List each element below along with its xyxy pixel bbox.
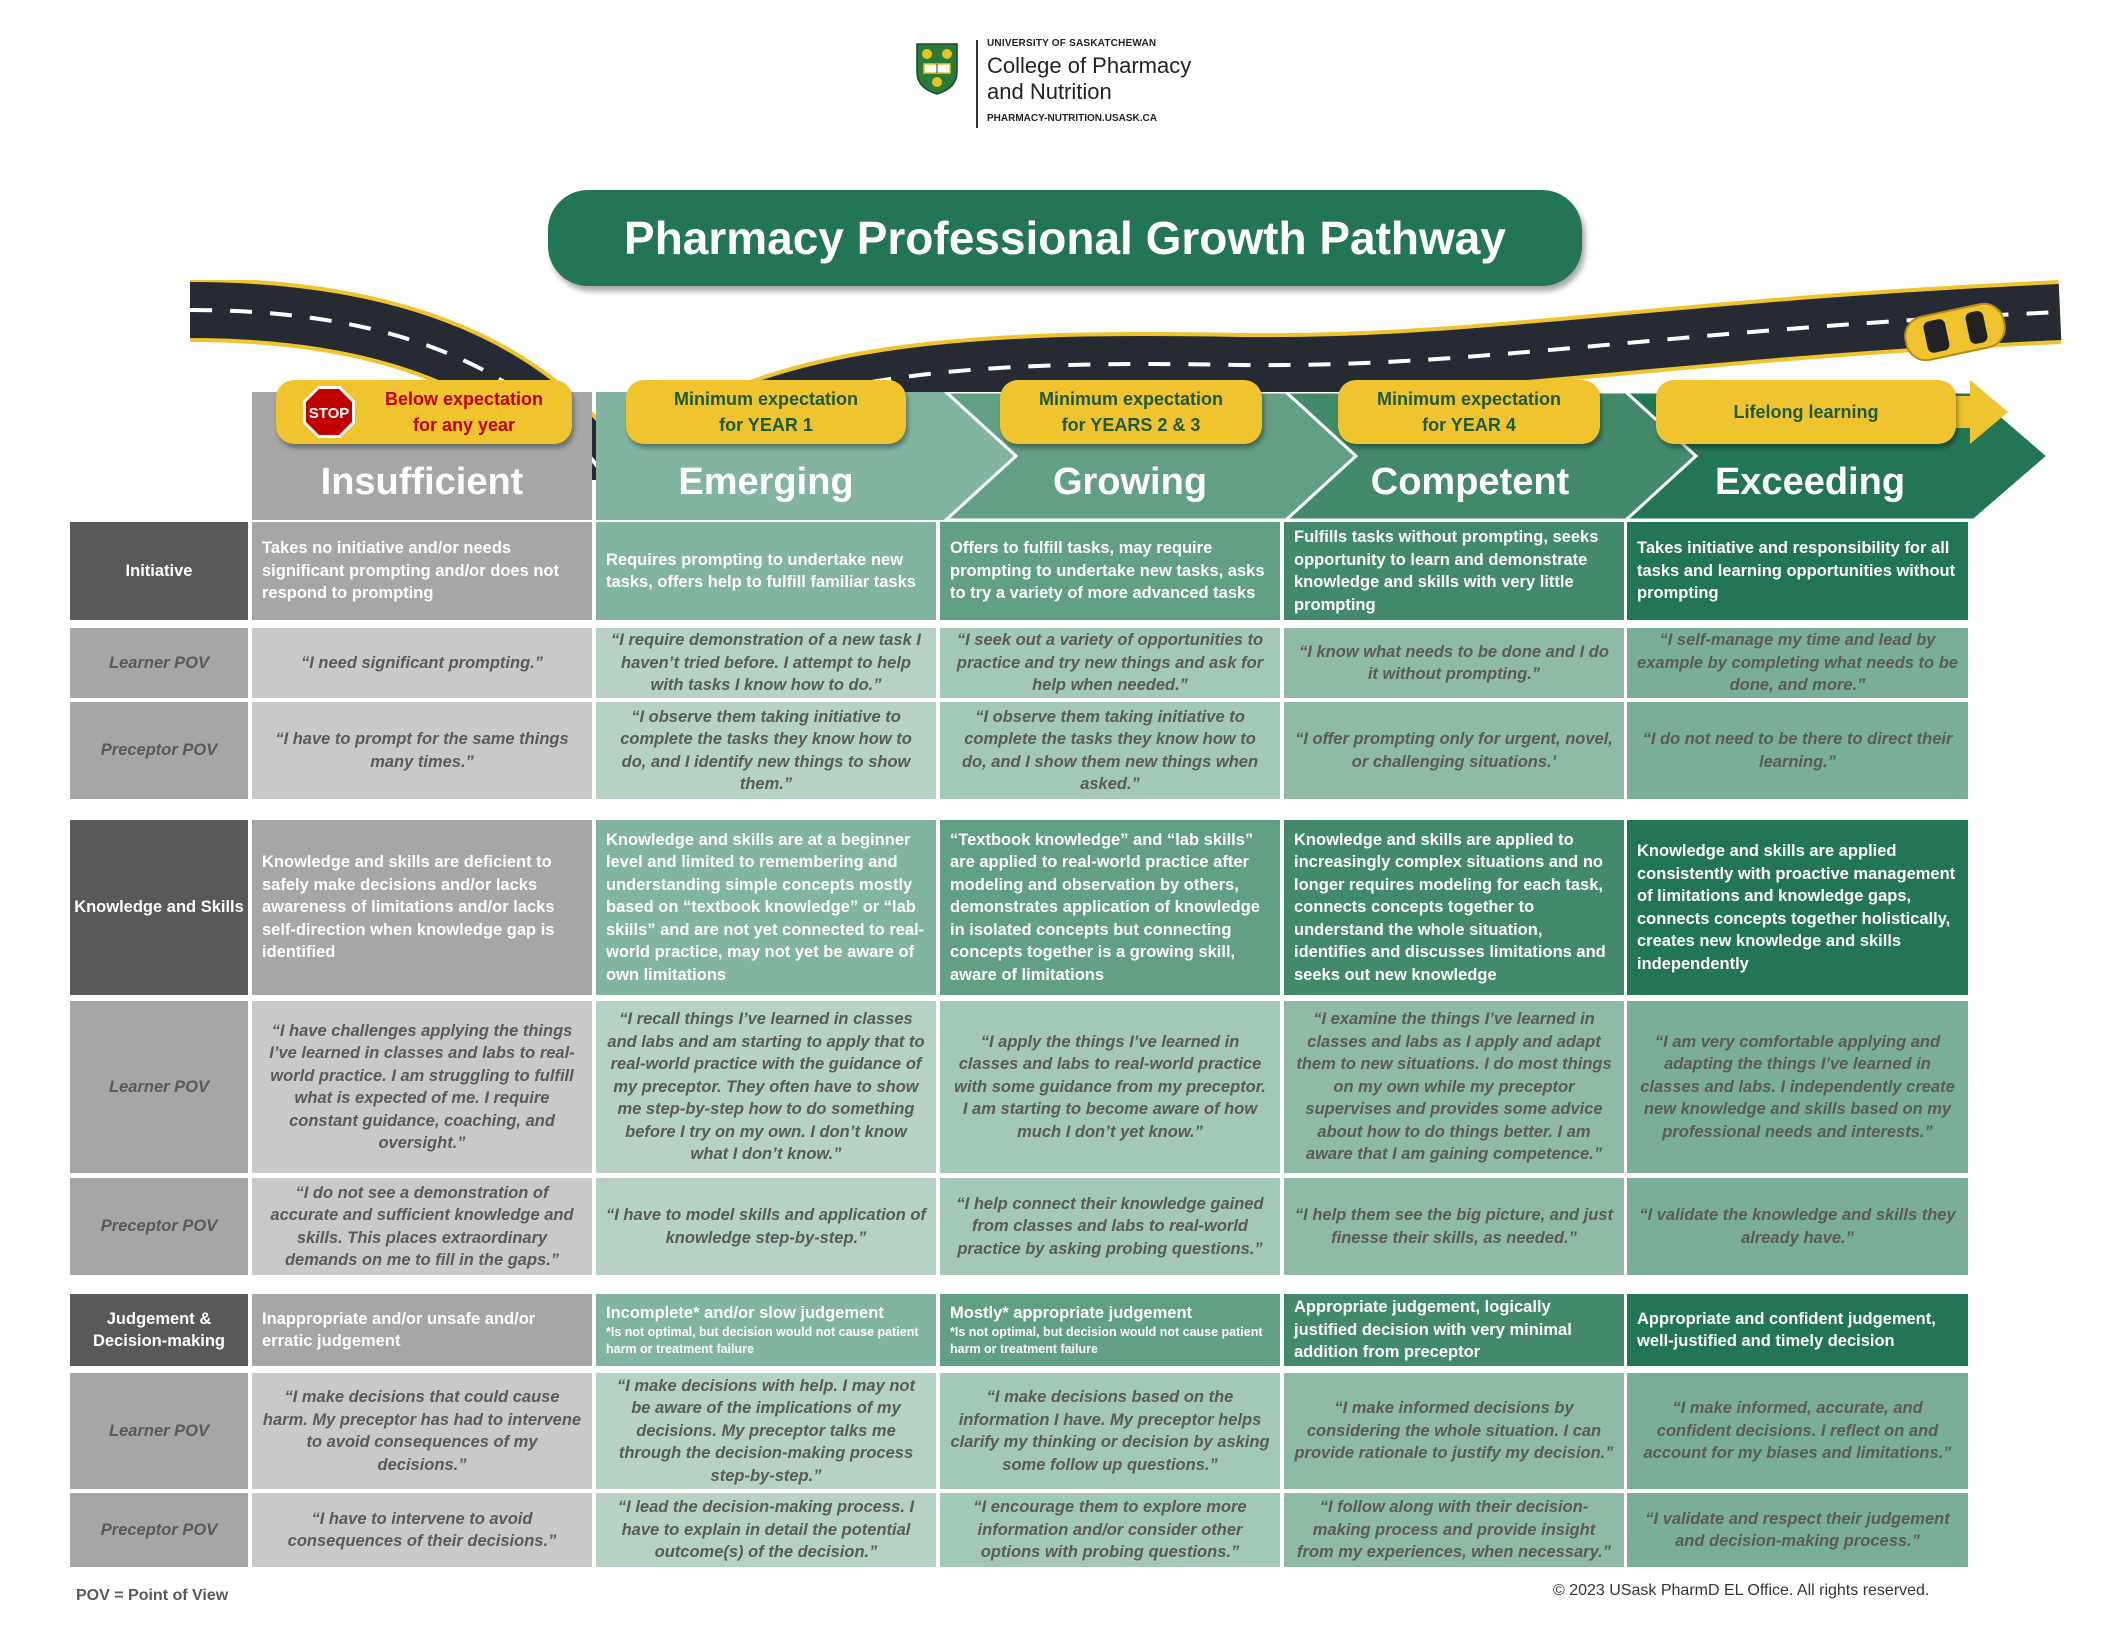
footnote: *Is not optimal, but decision would not cause patient harm or treatment failure [606, 1325, 919, 1357]
knowledge-skills-learner-emerging: “I recall things I’ve learned in classes and labs and am starting to apply that to real-world practice with the guidance of my preceptor. They often have to show me step-by-step how to do something before I try on my own. I don’t know what I don’t know.” [596, 1001, 936, 1173]
initiative-learner-emerging: “I require demonstration of a new task I haven’t tried before. I attempt to help with tasks I know how to do.” [596, 628, 936, 698]
knowledge-skills-learner-insufficient: “I have challenges applying the things I’ve learned in classes and labs to real-world practice. I am struggling to fulfill what is expected of me. I require constant guidance, coaching, and oversight.” [252, 1001, 592, 1173]
knowledge-skills-learner-exceeding: “I am very comfortable applying and adapting the things I’ve learned in classes and labs. I independently create new knowledge and skills based on my professional needs and interests.” [1627, 1001, 1968, 1173]
level-name: Insufficient [320, 461, 524, 503]
badge-insufficient: STOP Below expectation for any year [276, 380, 572, 444]
page-title: Pharmacy Professional Growth Pathway [624, 212, 1506, 264]
judgement-decision-preceptor-exceeding: “I validate and respect their judgement and decision-making process.” [1627, 1493, 1968, 1567]
judgement-decision-preceptor-insufficient: “I have to intervene to avoid consequences of their decisions.” [252, 1493, 592, 1567]
level-name: Emerging [678, 461, 854, 503]
knowledge-skills-desc-emerging: Knowledge and skills are at a beginner level and limited to remembering and understanding simple concepts mostly based on “textbook knowledge” or “lab skills” and are not yet connected to real-world practice, may not yet be aware of own limitations [596, 820, 936, 995]
knowledge-skills-preceptor-growing: “I help connect their knowledge gained from classes and labs to real-world practice by asking probing questions.” [940, 1178, 1280, 1275]
initiative-desc-exceeding: Takes initiative and responsibility for all tasks and learning opportunities without prompting [1627, 522, 1968, 620]
section-label-judgement-decision: Judgement & Decision-making [70, 1294, 248, 1366]
judgement-decision-desc-insufficient: Inappropriate and/or unsafe and/or erratic judgement [252, 1294, 592, 1366]
copyright: © 2023 USask PharmD EL Office. All rights reserved. [1553, 1582, 1930, 1599]
judgement-decision-desc-competent: Appropriate judgement, logically justified decision with very minimal addition from preceptor [1284, 1294, 1624, 1366]
section-label-knowledge-skills: Knowledge and Skills [70, 820, 248, 995]
knowledge-skills-desc-insufficient: Knowledge and skills are deficient to safely make decisions and/or lacks awareness of limitations and/or lacks self-direction when knowledge gap is identified [252, 820, 592, 995]
knowledge-skills-desc-exceeding: Knowledge and skills are applied consistently with proactive management of limitations and knowledge gaps, connects concepts together holistically, creates new knowledge and skills independently [1627, 820, 1968, 995]
initiative-desc-insufficient: Takes no initiative and/or needs significant prompting and/or does not respond to prompting [252, 522, 592, 620]
initiative-preceptor-competent: “I offer prompting only for urgent, novel, or challenging situations.’ [1284, 702, 1624, 799]
judgement-decision-preceptor-growing: “I encourage them to explore more information and/or consider other options with probing questions.” [940, 1493, 1280, 1567]
learner-pov-label: Learner POV [70, 628, 248, 698]
initiative-preceptor-growing: “I observe them taking initiative to complete the tasks they know how to do, and I show them new things when asked.” [940, 702, 1280, 799]
judgement-decision-learner-competent: “I make informed decisions by considering the whole situation. I can provide rationale to justify my decision.” [1284, 1373, 1624, 1489]
page-title-banner [548, 190, 1582, 286]
svg-text:STOP: STOP [308, 405, 350, 422]
section-label-initiative: Initiative [70, 522, 248, 620]
knowledge-skills-preceptor-competent: “I help them see the big picture, and just finesse their skills, as needed.” [1284, 1178, 1624, 1275]
badge-growing: Minimum expectation for YEARS 2 & 3 [1000, 380, 1262, 444]
knowledge-skills-desc-competent: Knowledge and skills are applied to increasingly complex situations and no longer requires modeling for each task, connects concepts together to understand the whole situation, identifies and discusses limitations and seeks out new knowledge [1284, 820, 1624, 995]
preceptor-pov-label: Preceptor POV [70, 1178, 248, 1275]
judgement-decision-learner-insufficient: “I make decisions that could cause harm. My preceptor has had to intervene to avoid consequences of my decisions.” [252, 1373, 592, 1489]
judgement-decision-learner-growing: “I make decisions based on the information I have. My preceptor helps clarify my thinking or decision by asking some follow up questions.” [940, 1373, 1280, 1489]
judgement-decision-preceptor-emerging: “I lead the decision-making process. I have to explain in detail the potential outcome(s) of the decision.” [596, 1493, 936, 1567]
logo-divider [976, 40, 978, 128]
initiative-preceptor-emerging: “I observe them taking initiative to complete the tasks they know how to do, and I identify new things to show them.” [596, 702, 936, 799]
judgement-decision-learner-emerging: “I make decisions with help. I may not be aware of the implications of my decisions. My preceptor talks me through the decision-making process step-by-step.” [596, 1373, 936, 1489]
college-name: College of Pharmacy and Nutrition [987, 53, 1192, 104]
knowledge-skills-learner-competent: “I examine the things I’ve learned in classes and labs as I apply and adapt them to new situations. I do most things on my own while my preceptor supervises and provides some advice about how to do things better. I am aware that I am gaining competence.” [1284, 1001, 1624, 1173]
college-url: PHARMACY-NUTRITION.USASK.CA [987, 113, 1157, 124]
learner-pov-label: Learner POV [70, 1373, 248, 1489]
knowledge-skills-preceptor-emerging: “I have to model skills and application of knowledge step-by-step.” [596, 1178, 936, 1275]
initiative-desc-growing: Offers to fulfill tasks, may require prompting to undertake new tasks, asks to try a variety of more advanced tasks [940, 522, 1280, 620]
badge-competent: Minimum expectation for YEAR 4 [1338, 380, 1600, 444]
university-crest-icon [915, 42, 959, 96]
judgement-decision-preceptor-competent: “I follow along with their decision-making process and provide insight from my experiences, when necessary.” [1284, 1493, 1624, 1567]
badge-exceeding: Lifelong learning [1656, 380, 1956, 444]
stop-sign-icon [302, 385, 356, 439]
knowledge-skills-desc-growing: “Textbook knowledge” and “lab skills” are applied to real-world practice after modeling and observation by others, demonstrates application of knowledge in isolated concepts but connecting concepts together is a growing skill, aware of limitations [940, 820, 1280, 995]
knowledge-skills-preceptor-exceeding: “I validate the knowledge and skills they already have.” [1627, 1178, 1968, 1275]
preceptor-pov-label: Preceptor POV [70, 702, 248, 799]
knowledge-skills-preceptor-insufficient: “I do not see a demonstration of accurate and sufficient knowledge and skills. This places extraordinary demands on me to fill in the gaps.” [252, 1178, 592, 1275]
initiative-learner-insufficient: “I need significant prompting.” [252, 628, 592, 698]
pov-note: POV = Point of View [76, 1587, 229, 1604]
initiative-learner-competent: “I know what needs to be done and I do it without prompting.” [1284, 628, 1624, 698]
preceptor-pov-label: Preceptor POV [70, 1493, 248, 1567]
knowledge-skills-learner-growing: “I apply the things I’ve learned in classes and labs to real-world practice with some guidance from my preceptor. I am starting to become aware of how much I don’t yet know.” [940, 1001, 1280, 1173]
level-name: Competent [1370, 461, 1570, 503]
judgement-decision-desc-emerging: Incomplete* and/or slow judgement *Is not optimal, but decision would not cause patient harm or treatment failure [596, 1294, 936, 1366]
initiative-desc-emerging: Requires prompting to undertake new tasks, offers help to fulfill familiar tasks [596, 522, 936, 620]
university-name: UNIVERSITY OF SASKATCHEWAN [987, 38, 1157, 49]
footnote: *Is not optimal, but decision would not cause patient harm or treatment failure [950, 1325, 1263, 1357]
initiative-preceptor-insufficient: “I have to prompt for the same things many times.” [252, 702, 592, 799]
level-name: Growing [1052, 461, 1208, 503]
initiative-learner-exceeding: “I self-manage my time and lead by example by completing what needs to be done, and more.” [1627, 628, 1968, 698]
initiative-learner-growing: “I seek out a variety of opportunities to practice and try new things and ask for help when needed.” [940, 628, 1280, 698]
initiative-preceptor-exceeding: “I do not need to be there to direct their learning.” [1627, 702, 1968, 799]
learner-pov-label: Learner POV [70, 1001, 248, 1173]
judgement-decision-learner-exceeding: “I make informed, accurate, and confident decisions. I reflect on and account for my biases and limitations.” [1627, 1373, 1968, 1489]
badge-emerging: Minimum expectation for YEAR 1 [626, 380, 906, 444]
college-logo [915, 38, 1235, 130]
judgement-decision-desc-exceeding: Appropriate and confident judgement, well-justified and timely decision [1627, 1294, 1968, 1366]
judgement-decision-desc-growing: Mostly* appropriate judgement *Is not optimal, but decision would not cause patient harm or treatment failure [940, 1294, 1280, 1366]
initiative-desc-competent: Fulfills tasks without prompting, seeks opportunity to learn and demonstrate knowledge and skills with very little prompting [1284, 522, 1624, 620]
level-name: Exceeding [1714, 461, 1906, 503]
